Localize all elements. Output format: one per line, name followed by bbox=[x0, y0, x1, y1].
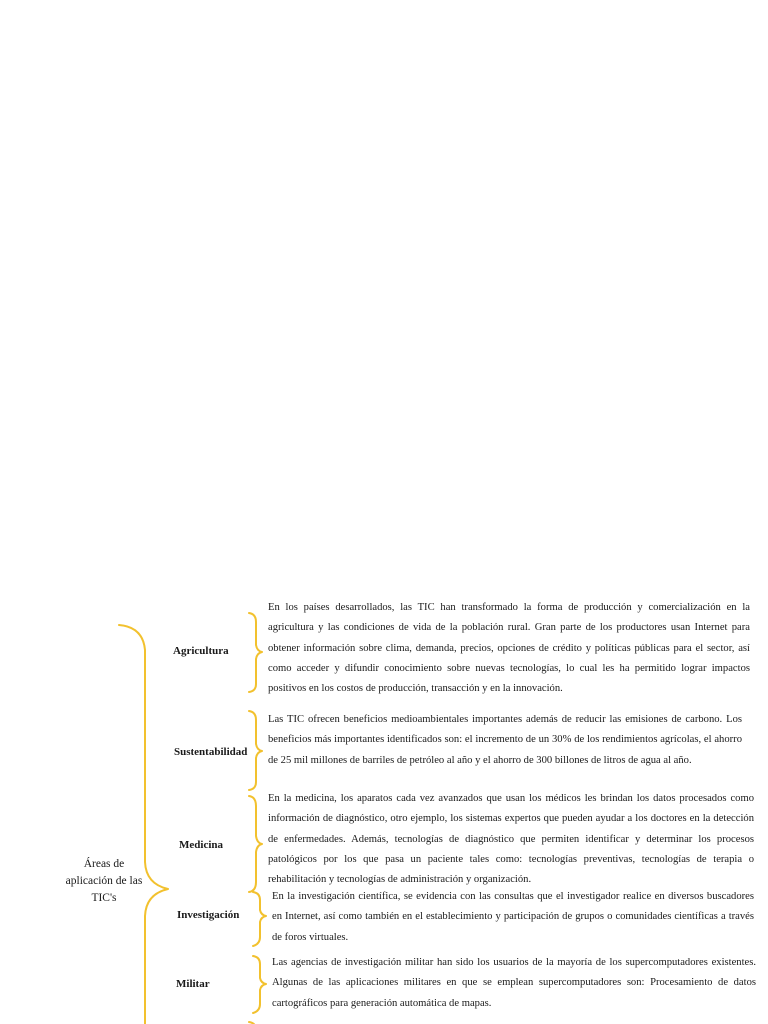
brace-agricultura-icon bbox=[249, 613, 262, 692]
brace-investigacion-icon bbox=[253, 892, 266, 946]
main-title: Áreas de aplicación de las TIC's bbox=[65, 858, 143, 904]
brace-militar-icon bbox=[253, 956, 266, 1013]
category-medicina: Medicina bbox=[179, 839, 223, 851]
category-sustentabilidad: Sustentabilidad bbox=[174, 746, 248, 758]
main-brace-icon bbox=[119, 625, 168, 1024]
paragraph-sustentabilidad: Las TIC ofrecen beneficios medioambientales importantes además de reducir las emisiones de carbono. Los beneficios más importantes identificados son: el incremento de un 30% de los rendimientos agrícolas, el ahorro de 25 mil millones de barriles de petróleo al año y el ahorro de 300 billones de litros de agua al año. bbox=[268, 714, 742, 766]
category-agricultura: Agricultura bbox=[173, 645, 229, 657]
paragraph-agricultura: En los países desarrollados, las TIC han transformado la forma de producción y comercialización en la agricultura y las condiciones de vida de la población rural. Gran parte de los productores usan Internet para obtener información sobre clima, demanda, precios, opciones de crédito y políticas públicas para el sector, así como acceder y difundir conocimiento sobre nuevas tecnologías, lo cual les ha permitido lograr impactos positivos en los costos de producción, transacción y en la innovación. bbox=[268, 602, 750, 695]
paragraph-medicina: En la medicina, los aparatos cada vez avanzados que usan los médicos les brindan los datos procesados como información de diagnóstico, otro ejemplo, los sistemas expertos que pueden ayudar a los doctores en la detección de enfermedades. Además, tecnologías de diagnóstico que permiten identificar y determinar los procesos patológicos por los que pasa un paciente tales como: tecnologías preventivas, tecnologías de terapia o rehabilitación y tecnologías de administración y organización. bbox=[268, 793, 754, 886]
category-investigacion: Investigación bbox=[177, 909, 240, 921]
paragraph-investigacion: En la investigación científica, se evidencia con las consultas que el investigador realice en diversos buscadores en Internet, así como también en el establecimiento y participación de grupos o comunidades científicas a través de foros virtuales. bbox=[272, 891, 754, 943]
category-militar: Militar bbox=[176, 978, 210, 990]
brace-medicina-icon bbox=[249, 796, 262, 892]
brace-sustentabilidad-icon bbox=[249, 711, 262, 790]
paragraph-militar: Las agencias de investigación militar han sido los usuarios de la mayoría de los supercomputadores existentes. Algunas de las aplicaciones militares en que se emplean supercomputadores son: Procesamiento de datos cartográficos para generación automática de mapas. bbox=[272, 957, 756, 1009]
